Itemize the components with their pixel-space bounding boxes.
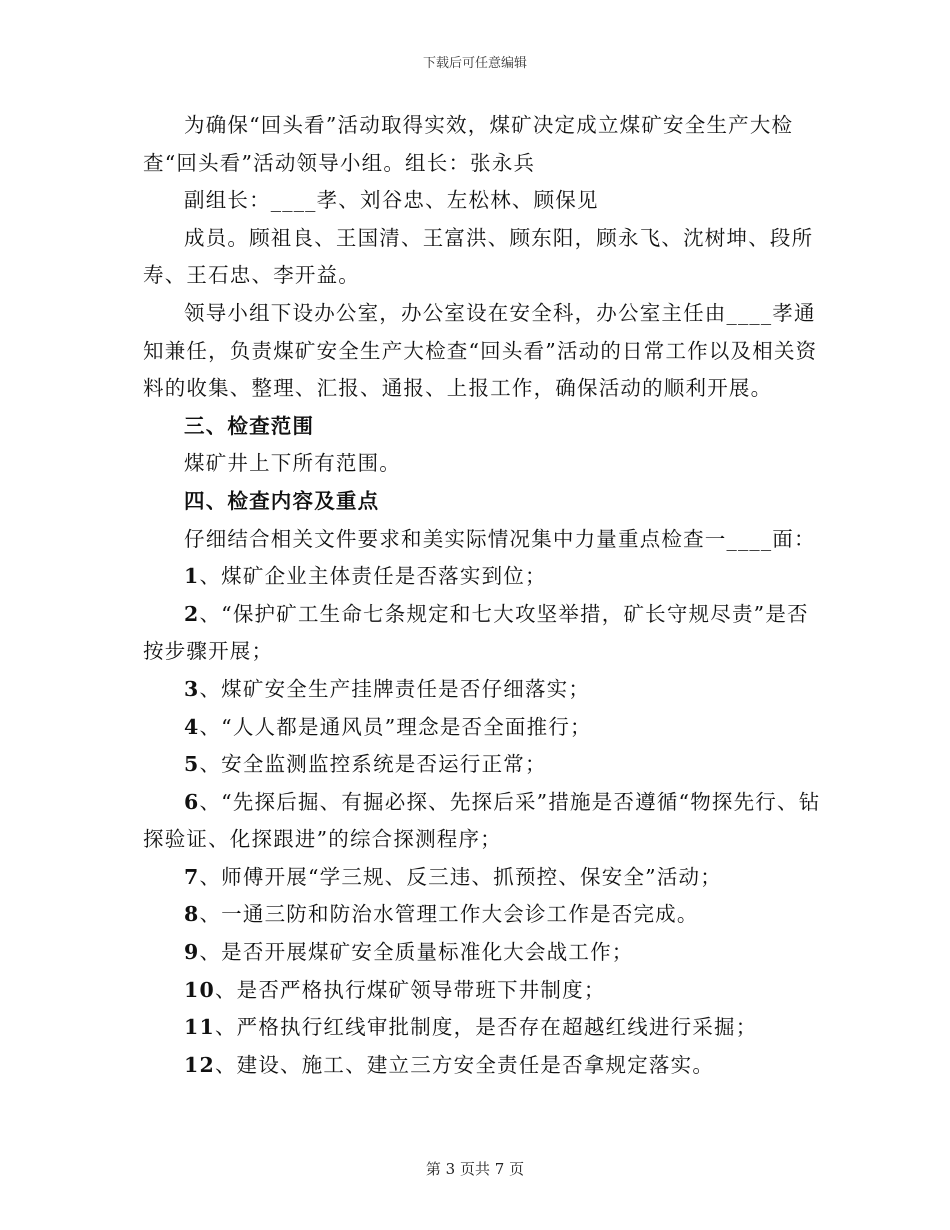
- list-number: 7: [184, 864, 200, 889]
- list-number: 3: [184, 676, 200, 701]
- paragraph: 副组长：____孝、刘谷忠、左松林、顾保见: [184, 188, 599, 213]
- list-number: 11: [184, 1015, 215, 1040]
- paragraph: 仔细结合相关文件要求和美实际情况集中力量重点检查一____面：: [184, 526, 816, 551]
- list-text: 、安全监测监控系统是否运行正常；: [199, 752, 547, 777]
- list-item: [143, 896, 823, 934]
- list-text: 、煤矿企业主体责任是否落实到位；: [199, 564, 547, 589]
- list-item: [143, 596, 823, 671]
- paragraph: 领导小组下设办公室，办公室设在安全科，办公室主任由____孝通知兼任，负责煤矿安全生产大检查“回头看”活动的日常工作以及相关资料的收集、整理、汇报、通报、上报工作，确保活动的顺利开展。: [143, 300, 818, 401]
- list-item: [143, 709, 823, 747]
- paragraph: 煤矿井上下所有范围。: [184, 451, 401, 476]
- list-number: 4: [184, 714, 200, 739]
- list-item: [143, 746, 823, 784]
- list-text: 、严格执行红线审批制度，是否存在超越红线进行采掘；: [214, 1015, 758, 1040]
- list-text: 、“保护矿工生命七条规定和七大攻坚举措，矿长守规尽责”是否按步骤开展；: [143, 601, 809, 664]
- list-text: 、是否开展煤矿安全质量标准化大会战工作；: [199, 940, 634, 965]
- list-item: [143, 1009, 823, 1047]
- list-number: 10: [184, 977, 215, 1002]
- list-number: 5: [184, 752, 200, 777]
- page-header: 下载后可任意编辑: [422, 56, 527, 71]
- list-text: 、一通三防和防治水管理工作大会诊工作是否完成。: [199, 902, 699, 927]
- section-heading: 三、检查范围: [184, 413, 315, 438]
- list-text: 、煤矿安全生产挂牌责任是否仔细落实；: [199, 676, 591, 701]
- list-text: 、师傅开展“学三规、反三违、抓预控、保安全”活动；: [199, 864, 722, 889]
- section-heading: 四、检查内容及重点: [184, 488, 380, 513]
- list-text: 、是否严格执行煤矿领导带班下井制度；: [214, 977, 606, 1002]
- list-item: [143, 558, 823, 596]
- list-item: [143, 784, 823, 859]
- list-number: 2: [184, 601, 200, 626]
- list-number: 8: [184, 902, 200, 927]
- list-text: 、“人人都是通风员”理念是否全面推行；: [199, 714, 592, 739]
- page-footer: 第 3 页共 7 页: [425, 1160, 525, 1178]
- paragraph: 为确保“回头看”活动取得实效，煤矿决定成立煤矿安全生产大检查“回头看”活动领导小组。组长：张永兵: [143, 113, 794, 175]
- list-item: [143, 934, 823, 972]
- list-number: 1: [184, 564, 200, 589]
- list-item: [143, 859, 823, 897]
- list-item: [143, 671, 823, 709]
- list-number: 6: [184, 789, 200, 814]
- list-number: 12: [184, 1052, 215, 1077]
- list-number: 9: [184, 940, 200, 965]
- document-body: [143, 107, 823, 1084]
- list-item: [143, 1047, 823, 1085]
- list-text: 、建设、施工、建立三方安全责任是否拿规定落实。: [214, 1052, 715, 1077]
- list-text: 、“先探后掘、有掘必探、先探后采”措施是否遵循“物探先行、钻探验证、化探跟进”的综合探测程序；: [143, 789, 821, 852]
- list-item: [143, 972, 823, 1010]
- paragraph: 成员。顾祖良、王国清、王富洪、顾东阳，顾永飞、沈树坤、段所寿、王石忠、李开益。: [143, 225, 814, 288]
